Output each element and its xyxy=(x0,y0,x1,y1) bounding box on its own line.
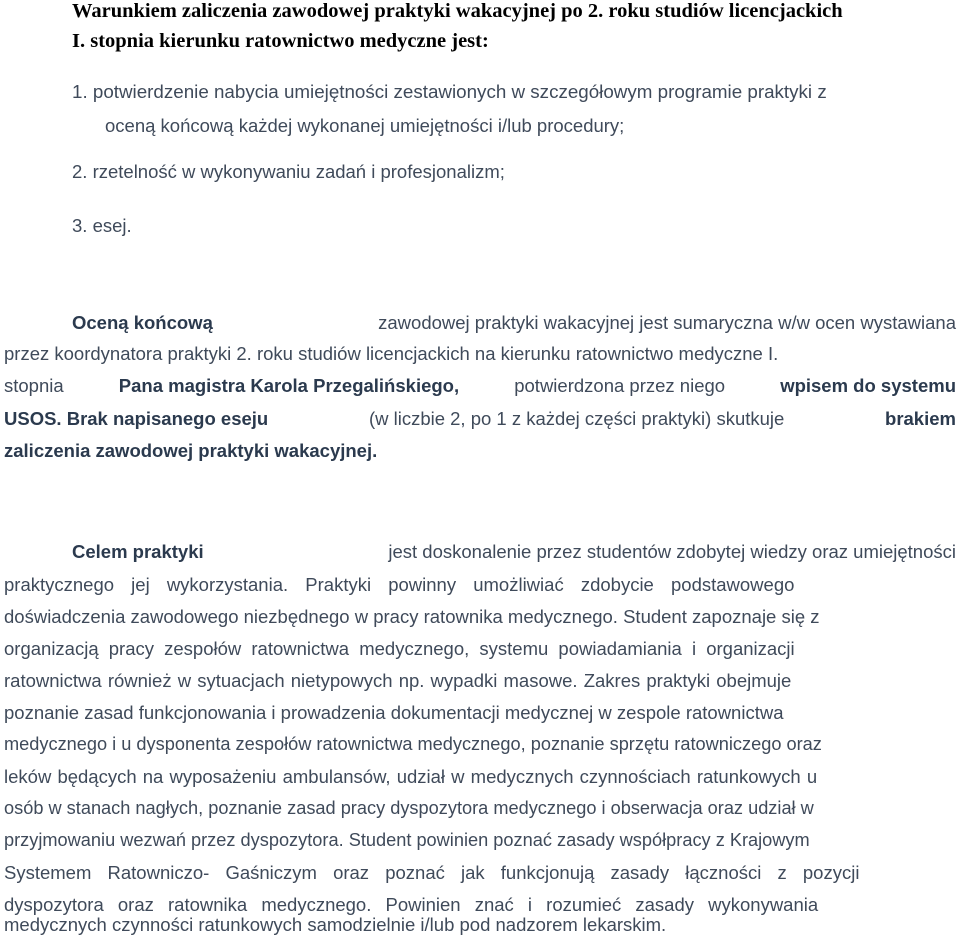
paragraph-2-line-4: organizacją pracy zespołów ratownictwa medycznego, systemu powiadamiania i organizacji xyxy=(4,638,795,659)
paragraph-2-line-2: praktycznego jej wykorzystania. Praktyki powinny umożliwiać zdobycie podstawowego xyxy=(4,574,795,595)
paragraph-2-line-9: osób w stanach nagłych, poznanie zasad pracy dyspozytora medycznego i obserwacja oraz udział w xyxy=(4,798,814,818)
paragraph-2-line-6: poznanie zasad funkcjonowania i prowadzenia dokumentacji medycznej w zespole ratownictwa xyxy=(4,702,784,723)
bold-no-credit: zaliczenia zawodowej praktyki wakacyjnej. xyxy=(4,440,378,461)
paragraph-2-line-1: Celem praktyki jest doskonalenie przez studentów zdobytej wiedzy oraz umiejętności xyxy=(72,541,956,562)
list-item-1-line-2: oceną końcową każdej wykonanej umiejętności i/lub procedury; xyxy=(105,115,625,136)
bold-goal: Celem praktyki xyxy=(72,541,204,562)
paragraph-1-line-1: Oceną końcową zawodowej praktyki wakacyjnej jest sumaryczna w/w ocen wystawiana xyxy=(72,312,956,333)
paragraph-2-line-10: przyjmowaniu wezwań przez dyspozytora. Student powinien poznać zasady współpracy z Krajowym xyxy=(4,830,810,850)
paragraph-2-line-3: doświadczenia zawodowego niezbędnego w pracy ratownika medycznego. Student zapoznaje się z xyxy=(4,606,820,627)
paragraph-1-line-3: stopnia Pana magistra Karola Przegalińskiego, potwierdzona przez niego wpisem do systemu xyxy=(4,375,956,396)
heading-line-1: Warunkiem zaliczenia zawodowej praktyki wakacyjnej po 2. roku studiów licencjackich xyxy=(72,0,843,22)
bold-final-grade: Oceną końcową xyxy=(72,312,213,333)
paragraph-2-line-11: Systemem Ratowniczo- Gaśniczym oraz poznać jak funkcjonują zasady łączności z pozycji xyxy=(4,862,860,883)
list-item-3: 3. esej. xyxy=(72,215,132,236)
heading-line-2: I. stopnia kierunku ratownictwo medyczne jest: xyxy=(72,30,489,52)
list-item-2: 2. rzetelność w wykonywaniu zadań i profesjonalizm; xyxy=(72,161,505,182)
bold-coordinator-name: Pana magistra Karola Przegalińskiego, xyxy=(118,375,460,396)
bold-lack: brakiem xyxy=(885,408,956,429)
paragraph-1-line-5 xyxy=(4,440,377,462)
paragraph-1-line-2: przez koordynatora praktyki 2. roku studiów licencjackich na kierunku ratownictwo medyczne I. xyxy=(4,343,779,364)
paragraph-2-line-7: medycznego i u dysponenta zespołów ratownictwa medycznego, poznanie sprzętu ratowniczego oraz xyxy=(4,734,822,754)
paragraph-2-line-12: dyspozytora oraz ratownika medycznego. Powinien znać i rozumieć zasady wykonywania xyxy=(4,894,819,915)
list-item-1-line-1: 1. potwierdzenie nabycia umiejętności zestawionych w szczegółowym programie praktyki z xyxy=(72,81,827,102)
paragraph-2-line-13: medycznych czynności ratunkowych samodzielnie i/lub pod nadzorem lekarskim. xyxy=(4,914,667,935)
bold-system-entry: wpisem do systemu xyxy=(780,375,956,396)
paragraph-2-line-8: leków będących na wyposażeniu ambulansów, udział w medycznych czynnościach ratunkowych u xyxy=(4,766,818,787)
paragraph-1-line-4: USOS. Brak napisanego eseju (w liczbie 2, po 1 z każdej części praktyki) skutkuje brakiem xyxy=(4,408,956,429)
bold-usos-essay: USOS. Brak napisanego eseju xyxy=(4,408,269,429)
paragraph-2-line-5: ratownictwa również w sytuacjach nietypowych np. wypadki masowe. Zakres praktyki obejmuje xyxy=(4,670,792,691)
